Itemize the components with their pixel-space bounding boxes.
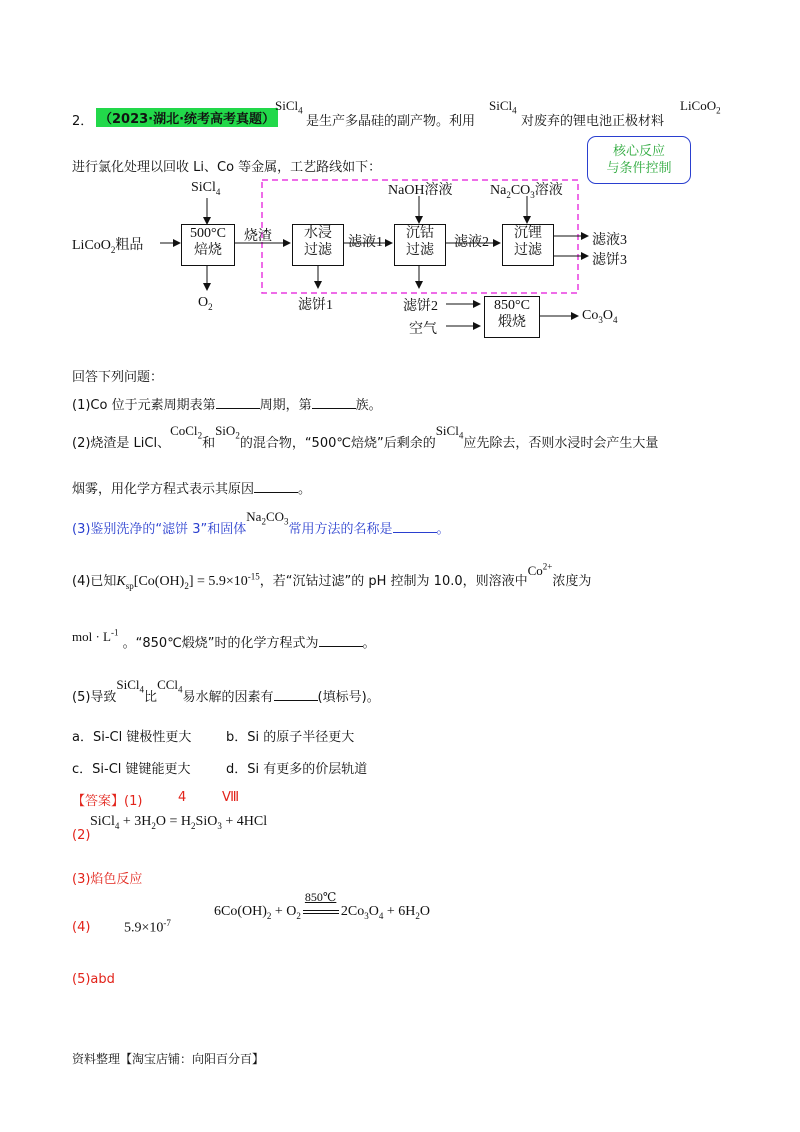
answer-1-group: Ⅷ <box>222 790 240 805</box>
footer-source: 资料整理【淘宝店铺：向阳百分百】 <box>72 1052 265 1066</box>
question-4-line1: (4)已知$K_{sp}[Co(OH)_2] = 5.9\times 10^{-15}$，若“沉钴过滤”的 pH 控制为 10.0，则溶液中$Co^{2+}$浓度为 <box>72 561 592 591</box>
answer-4-value: $5.9\times 10^{-7}$ <box>124 918 171 936</box>
question-2-line1: (2)烧渣是 LiCl、CoCl$_2$和SiO$_2$的混合物，“500℃焙烧”后剩余的SiCl$_4$应先除去，否则水浸时会产生大量 <box>72 423 659 451</box>
option-d: d．Si 有更多的价层轨道 <box>226 762 368 777</box>
answer-2-number: (2) <box>72 828 91 843</box>
answer-5: (5)abd <box>72 972 115 987</box>
answer-4-number: (4) <box>72 920 91 935</box>
answer-1-period: 4 <box>178 790 187 805</box>
filtrate3-label: 滤液3 <box>592 233 627 248</box>
source-tag: （2023·湖北·统考高考真题） <box>96 108 278 127</box>
sicl4-input-label: SiCl$_4$ <box>191 180 221 197</box>
question-1: (1)Co 位于元素周期表第 周期，第 族。 <box>72 398 382 413</box>
question-text-1: 是生产多晶硅的副产物。利用 <box>306 114 476 129</box>
cake3-label: 滤饼3 <box>592 253 627 268</box>
lithium-precip-box: 沉锂 过滤 <box>502 224 554 266</box>
question-5: (5)导致SiCl$_4$比CCl$_4$易水解的因素有 (填标号)。 <box>72 677 380 705</box>
o2-output-label: $O_2$ <box>198 295 213 312</box>
answer-3: (3)焰色反应 <box>72 872 143 887</box>
option-b: b．Si 的原子半径更大 <box>226 730 355 745</box>
cobalt-precip-box: 沉钴 过滤 <box>394 224 446 266</box>
formula-sicl4: SiCl$_4$ <box>275 98 303 116</box>
calcine-condition: 850℃ <box>304 890 337 904</box>
option-c: c．Si-Cl 键键能更大 <box>72 762 191 777</box>
filtrate1-label: 滤液1 <box>348 235 383 250</box>
filtrate2-label: 滤液2 <box>454 235 489 250</box>
naoh-label: NaOH溶液 <box>388 183 453 198</box>
na2co3-label: $Na_2CO_3$溶液 <box>490 183 563 200</box>
question-text-2: 对废弃的锂电池正极材料 <box>521 114 665 129</box>
answer-label: 【答案】(1) <box>72 794 143 809</box>
cake1-label: 滤饼1 <box>298 298 333 313</box>
option-a: a．Si-Cl 键极性更大 <box>72 730 192 745</box>
calcine-850-box: 850°C 煅烧 <box>484 296 540 338</box>
water-leach-box: 水浸 过滤 <box>292 224 344 266</box>
formula-licoo2: LiCoO$_2$ <box>680 98 721 116</box>
co3o4-product-label: $Co_3O_4$ <box>582 308 618 325</box>
formula-sicl4: SiCl$_4$ <box>489 98 517 116</box>
question-4-line2: mol · $L^{-1}$ 。“850℃煅烧”时的化学方程式为 。 <box>72 627 376 651</box>
cake2-label: 滤饼2 <box>403 299 438 314</box>
calcine-500-box: 500°C 焙烧 <box>181 224 235 266</box>
slag-label: 烧渣 <box>244 229 272 244</box>
question-number: 2． <box>72 114 94 129</box>
questions-prompt: 回答下列问题： <box>72 370 164 385</box>
core-reaction-callout: 核心反应 与条件控制 <box>587 136 691 184</box>
question-3: (3)鉴别洗净的“滤饼 3”和固体$Na_2CO_3$常用方法的名称是 。 <box>72 509 450 537</box>
answer-4-equation: $6Co(OH)_2 + O_2$ 850℃ $2Co_3O_4 + 6H_2O$ <box>214 890 431 921</box>
question-text-line2: 进行氯化处理以回收 Li、Co 等金属，工艺路线如下： <box>72 160 382 175</box>
raw-material-label: LiCoO$_2$粗品 <box>72 238 144 255</box>
answer-2-equation: SiCl$_4$ + $3H_2O = H_2SiO_3 + 4HCl$ <box>90 814 268 831</box>
air-label: 空气 <box>409 322 437 337</box>
question-2-line2: 烟雾，用化学方程式表示其原因 。 <box>72 482 312 497</box>
